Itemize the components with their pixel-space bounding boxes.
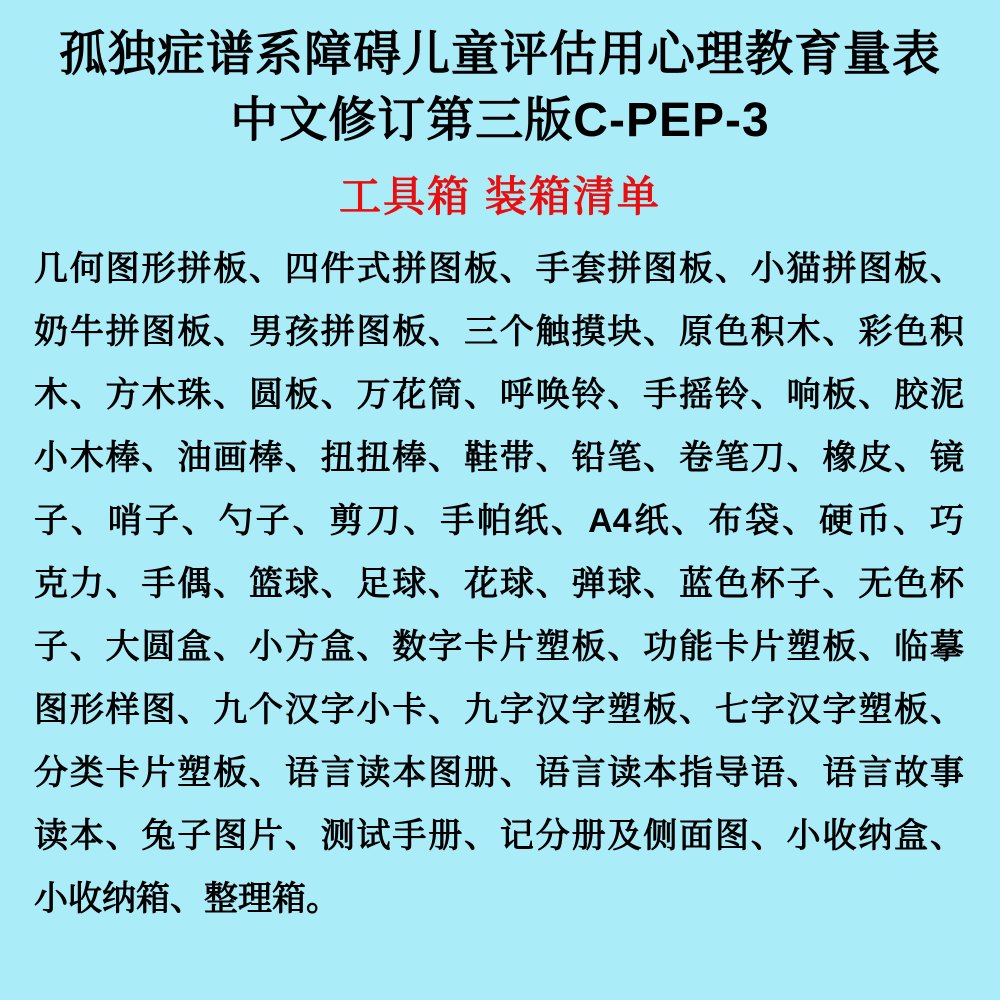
- page-title: [0, 22, 1000, 154]
- packing-list-line: 奶牛拼图板、男孩拼图板、三个触摸块、原色积木、彩色积: [34, 313, 964, 351]
- page-title-line1: 孤独症谱系障碍儿童评估用心理教育量表: [58, 28, 941, 81]
- page-title-line2: 中文修订第三版C-PEP-3: [230, 94, 770, 147]
- packing-list-line: 几何图形拼板、四件式拼图板、手套拼图板、小猫拼图板、: [34, 250, 964, 288]
- packing-list-line: 分类卡片塑板、语言读本图册、语言读本指导语、语言故事: [34, 754, 964, 792]
- page-subtitle: 工具箱 装箱清单: [339, 173, 661, 220]
- packing-list-line: 木、方木珠、圆板、万花筒、呼唤铃、手摇铃、响板、胶泥: [34, 376, 964, 414]
- packing-list-line: 小木棒、油画棒、扭扭棒、鞋带、铅笔、卷笔刀、橡皮、镜: [34, 439, 964, 477]
- packing-list-line: 小收纳箱、整理箱。: [34, 880, 340, 918]
- packing-list-line: 子、大圆盒、小方盒、数字卡片塑板、功能卡片塑板、临摹: [34, 628, 964, 666]
- packing-list-line: 读本、兔子图片、测试手册、记分册及侧面图、小收纳盒、: [34, 817, 964, 855]
- packing-list: [34, 238, 964, 931]
- packing-list-line: 图形样图、九个汉字小卡、九字汉字塑板、七字汉字塑板、: [34, 691, 964, 729]
- packing-list-line: 子、哨子、勺子、剪刀、手帕纸、A4纸、布袋、硬币、巧: [34, 502, 964, 540]
- packing-list-line: 克力、手偶、篮球、足球、花球、弹球、蓝色杯子、无色杯: [34, 565, 964, 603]
